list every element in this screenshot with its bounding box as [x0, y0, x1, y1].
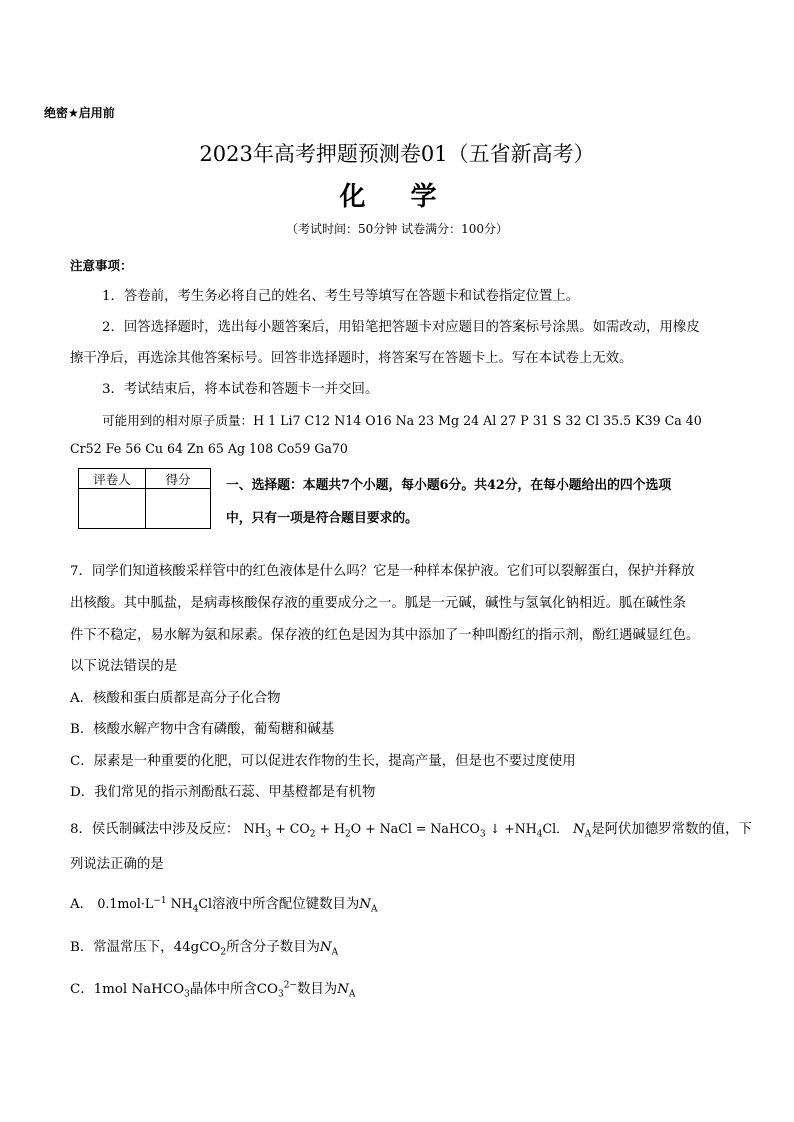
notice-item-2-cont: 擦干净后，再选涂其他答案标号。回答非选择题时，将答案写在答题卡上。写在本试卷上无效。	[70, 351, 633, 366]
grader-header: 评卷人	[79, 469, 146, 489]
grader-cell	[79, 489, 146, 529]
q8-option-a: A． $0.1mol\cdot L^{-1}$ $NH_4Cl$溶液中所含配位键数目为$N_A$	[70, 895, 378, 915]
q8-option-b-text: 所含分子数目为	[226, 940, 320, 955]
confidential-label: 绝密★启用前	[44, 106, 115, 120]
notice-item-1: 1．答卷前，考生务必将自己的姓名、考生号等填写在答题卡和试卷指定位置上。	[102, 289, 580, 304]
q8-option-c: C．1mol NaHCO$_3$晶体中所含$CO_3^{2-}$数目为$N_A$	[70, 980, 356, 1000]
atomic-masses-line-2: Cr52 Fe 56 Cu 64 Zn 65 Ag 108 Co59 Ga70	[70, 441, 348, 456]
q8-option-c-ion: $CO_3^{2-}$	[256, 980, 298, 1000]
q8-option-c-text2: 数目为	[297, 982, 338, 997]
q7-option-c: C．尿素是一种重要的化肥，可以促进农作物的生长，提高产量，但是也不要过度使用	[70, 754, 576, 769]
notice-item-2: 2．回答选择题时，选出每小题答案后，用铅笔把答题卡对应题目的答案标号涂黑。如需改动，用橡皮	[102, 320, 700, 335]
q8-option-b-label: B．常温常压下，44g	[70, 940, 200, 955]
score-cell	[146, 489, 211, 529]
q8-stem-prefix: 8．侯氏制碱法中涉及反应：	[70, 822, 240, 837]
q8-na-symbol: N	[573, 822, 585, 837]
q8-reaction-equation: $NH_3 + CO_2 + H_2O$ + NaCl = NaHCO$_3$ ↓ $+NH_4Cl$．	[243, 821, 569, 840]
q8-option-b-formula: $CO_2$	[199, 940, 227, 958]
q8-stem-line-2: 列说法正确的是	[70, 857, 164, 872]
q8-option-a-formula: $0.1mol\cdot L^{-1}$ $NH_4Cl$	[97, 895, 212, 915]
q8-option-c-formula: NaHCO$_3$	[131, 982, 190, 1000]
q8-stem-suffix: 是阿伏加德罗常数的值，下	[591, 822, 752, 837]
q8-stem-line-1: 8．侯氏制碱法中涉及反应： $NH_3 + CO_2 + H_2O$ + NaCl = NaHCO$_3$ ↓ $+NH_4Cl$． $N_A$是阿伏加德罗常数的值，下	[70, 821, 752, 840]
q7-stem-line-4: 以下说法错误的是	[70, 659, 178, 674]
notice-item-3: 3．考试结束后，将本试卷和答题卡一并交回。	[102, 382, 379, 397]
q8-option-c-label: C．1mol	[70, 982, 128, 997]
exam-title: 2023年高考押题预测卷01（五省新高考）	[199, 142, 595, 166]
q7-stem-line-3: 件下不稳定，易水解为氨和尿素。保存液的红色是因为其中添加了一种叫酚红的指示剂，酚红遇碱显红色。	[70, 628, 700, 643]
q7-option-d: D．我们常见的指示剂酚酞石蕊、甲基橙都是有机物	[70, 785, 376, 800]
q8-option-a-label: A．	[70, 897, 94, 912]
atomic-masses-line-1: 可能用到的相对原子质量：H 1 Li7 C12 N14 O16 Na 23 Mg 24 Al 27 P 31 S 32 Cl 35.5 K39 Ca 40	[102, 413, 702, 428]
section-instructions-line-1: 一、选择题：本题共7个小题，每小题6分。共42分，在每小题给出的四个选项	[226, 478, 672, 493]
grading-box	[78, 468, 211, 529]
subject-title: 化 学	[339, 182, 455, 212]
q8-option-c-text: 晶体中所含	[189, 982, 257, 997]
q7-stem-line-2: 出核酸。其中胍盐，是病毒核酸保存液的重要成分之一。胍是一元碱，碱性与氢氧化钠相近。胍在碱性条	[70, 596, 686, 611]
notice-heading: 注意事项：	[70, 258, 133, 273]
q7-option-a: A．核酸和蛋白质都是高分子化合物	[70, 691, 281, 706]
q8-option-a-text: 溶液中所含配位键数目为	[211, 897, 360, 912]
section-instructions-line-2: 中，只有一项是符合题目要求的。	[226, 511, 418, 526]
exam-time-info: （考试时间：50分钟 试卷满分：100分）	[286, 222, 508, 236]
q7-stem-line-1: 7．同学们知道核酸采样管中的红色液体是什么吗？它是一种样本保护液。它们可以裂解蛋白，保护并释放	[70, 564, 695, 579]
q8-option-b: B．常温常压下，44gCO$_2$所含分子数目为$N_A$	[70, 940, 339, 958]
q7-option-b: B．核酸水解产物中含有磷酸，葡萄糖和碱基	[70, 722, 335, 737]
score-header: 得分	[146, 469, 211, 489]
